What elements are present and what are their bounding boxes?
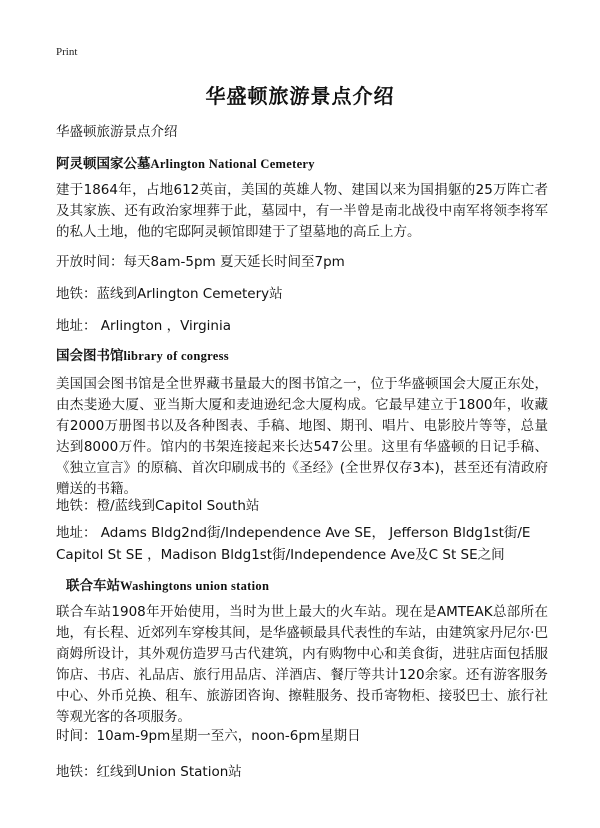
section-heading-union-station — [66, 574, 269, 594]
arlington-subway: 地铁：蓝线到Arlington Cemetery站 — [56, 286, 283, 302]
arlington-hours: 开放时间：每天8am-5pm 夏天延长时间至7pm — [56, 254, 345, 270]
library-subway: 地铁：橙/蓝线到Capitol South站 — [56, 498, 260, 514]
heading-zh: 国会图书馆 — [56, 348, 124, 364]
heading-en: library of congress — [123, 349, 229, 363]
arlington-address: 地址： Arlington ，Virginia — [56, 318, 232, 334]
document-title: 华盛顿旅游景点介绍 — [205, 84, 395, 108]
library-address: 地址： Adams Bldg2nd街/Independence Ave SE， Jefferson Bldg1st街/E Capitol St SE ，Madison Bldg1st街/Independence Ave及C St SE之间 — [56, 525, 531, 563]
heading-zh: 联合车站 — [66, 578, 120, 594]
heading-en: Arlington National Cemetery — [150, 157, 315, 171]
heading-zh: 阿灵顿国家公墓 — [56, 156, 151, 172]
document-subtitle: 华盛顿旅游景点介绍 — [56, 124, 178, 140]
section-heading-arlington — [56, 152, 315, 172]
arlington-description: 建于1864年，占地612英亩，美国的英雄人物、建国以来为国捐躯的25万阵亡者及其家族、还有政治家埋葬于此，墓园中，有一半曾是南北战役中南军将领李将军的私人土地，他的宅邸阿灵顿馆即建于了望墓地的高丘上方。 — [56, 182, 548, 240]
union-station-description: 联合车站1908年开始使用，当时为世上最大的火车站。现在是AMTEAK总部所在地，有长程、近郊列车穿梭其间，是华盛顿最具代表性的车站，由建筑家丹尼尔·巴商姆所设计，其外观仿造罗马古代建筑，内有购物中心和美食街，进驻店面包括服饰店、书店、礼品店、旅行用品店、洋酒店、餐厅等共计120余家。还有游客服务中心、外币兑换、租车、旅游团咨询、擦鞋服务、投币寄物柜、接驳巴士、旅行社等观光客的各项服务。 — [56, 604, 548, 725]
union-station-subway: 地铁：红线到Union Station站 — [56, 764, 242, 780]
library-description: 美国国会图书馆是全世界藏书量最大的图书馆之一，位于华盛顿国会大厦正东处，由杰斐逊大厦、亚当斯大厦和麦迪逊纪念大厦构成。它最早建立于1800年，收藏有2000万册图书以及各种图表、手稿、地图、期刊、唱片、电影胶片等等，总量达到8000万件。馆内的书架连接起来长达547公里。这里有华盛顿的日记手稿、《独立宣言》的原稿、首次印刷成书的《圣经》(全世界仅存3本)，甚至还有清政府赠送的书籍。 — [56, 376, 548, 497]
union-station-hours: 时间：10am-9pm星期一至六，noon-6pm星期日 — [56, 728, 361, 744]
print-link[interactable]: Print — [56, 46, 78, 58]
heading-en: Washingtons union station — [120, 579, 270, 593]
section-heading-library — [56, 344, 229, 364]
